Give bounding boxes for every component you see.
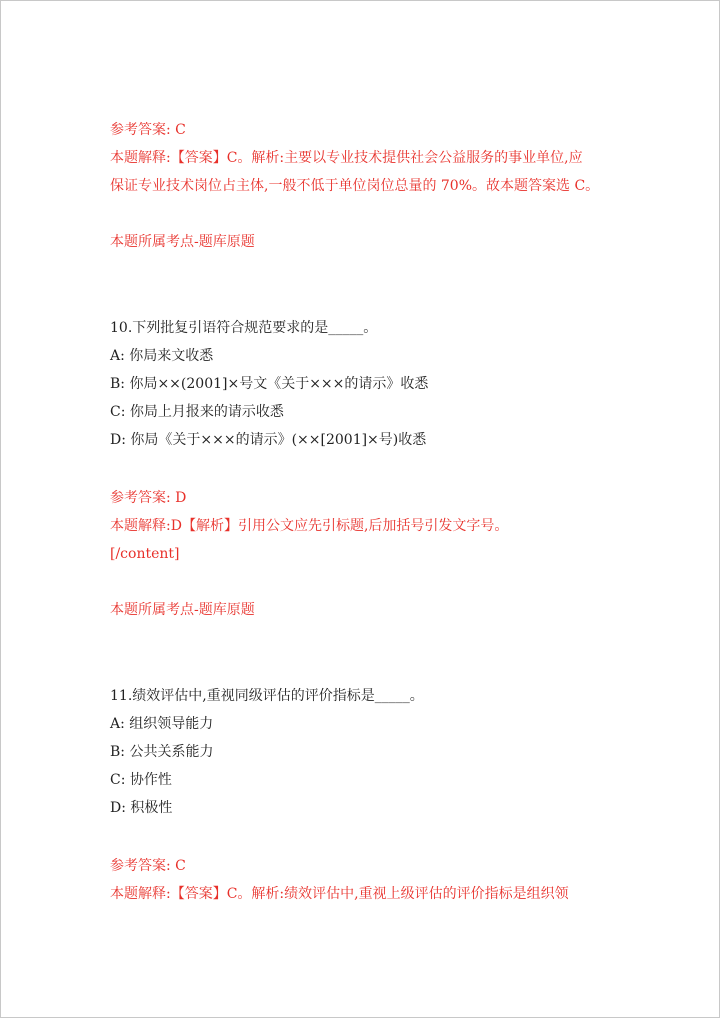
q11-answer: 参考答案: C bbox=[110, 858, 186, 874]
q9-explanation-line-1: 本题解释:【答案】C。解析:主要以专业技术提供社会公益服务的事业单位,应 bbox=[110, 150, 583, 166]
q10-content-tag: [/content] bbox=[110, 546, 180, 562]
q11-option-a: A: 组织领导能力 bbox=[110, 716, 214, 732]
q9-explanation-line-2: 保证专业技术岗位占主体,一般不低于单位岗位总量的 70%。故本题答案选 C。 bbox=[110, 178, 600, 194]
q11-option-b: B: 公共关系能力 bbox=[110, 744, 214, 760]
q10-option-d: D: 你局《关于×××的请示》(××[2001]×号)收悉 bbox=[110, 432, 427, 448]
q11-explanation: 本题解释:【答案】C。解析:绩效评估中,重视上级评估的评价指标是组织领 bbox=[110, 886, 569, 902]
q10-answer: 参考答案: D bbox=[110, 490, 187, 506]
q11-option-d: D: 积极性 bbox=[110, 800, 173, 816]
q10-question: 10.下列批复引语符合规范要求的是_____。 bbox=[110, 320, 378, 336]
q9-source: 本题所属考点-题库原题 bbox=[110, 234, 255, 250]
q10-option-b: B: 你局××(2001]×号文《关于×××的请示》收悉 bbox=[110, 376, 429, 392]
q11-question: 11.绩效评估中,重视同级评估的评价指标是_____。 bbox=[110, 688, 424, 704]
q11-option-c: C: 协作性 bbox=[110, 772, 172, 788]
q10-source: 本题所属考点-题库原题 bbox=[110, 602, 255, 618]
q10-explanation: 本题解释:D【解析】引用公文应先引标题,后加括号引发文字号。 bbox=[110, 518, 509, 534]
q10-option-a: A: 你局来文收悉 bbox=[110, 348, 214, 364]
q10-option-c: C: 你局上月报来的请示收悉 bbox=[110, 404, 284, 420]
q9-answer: 参考答案: C bbox=[110, 122, 186, 138]
